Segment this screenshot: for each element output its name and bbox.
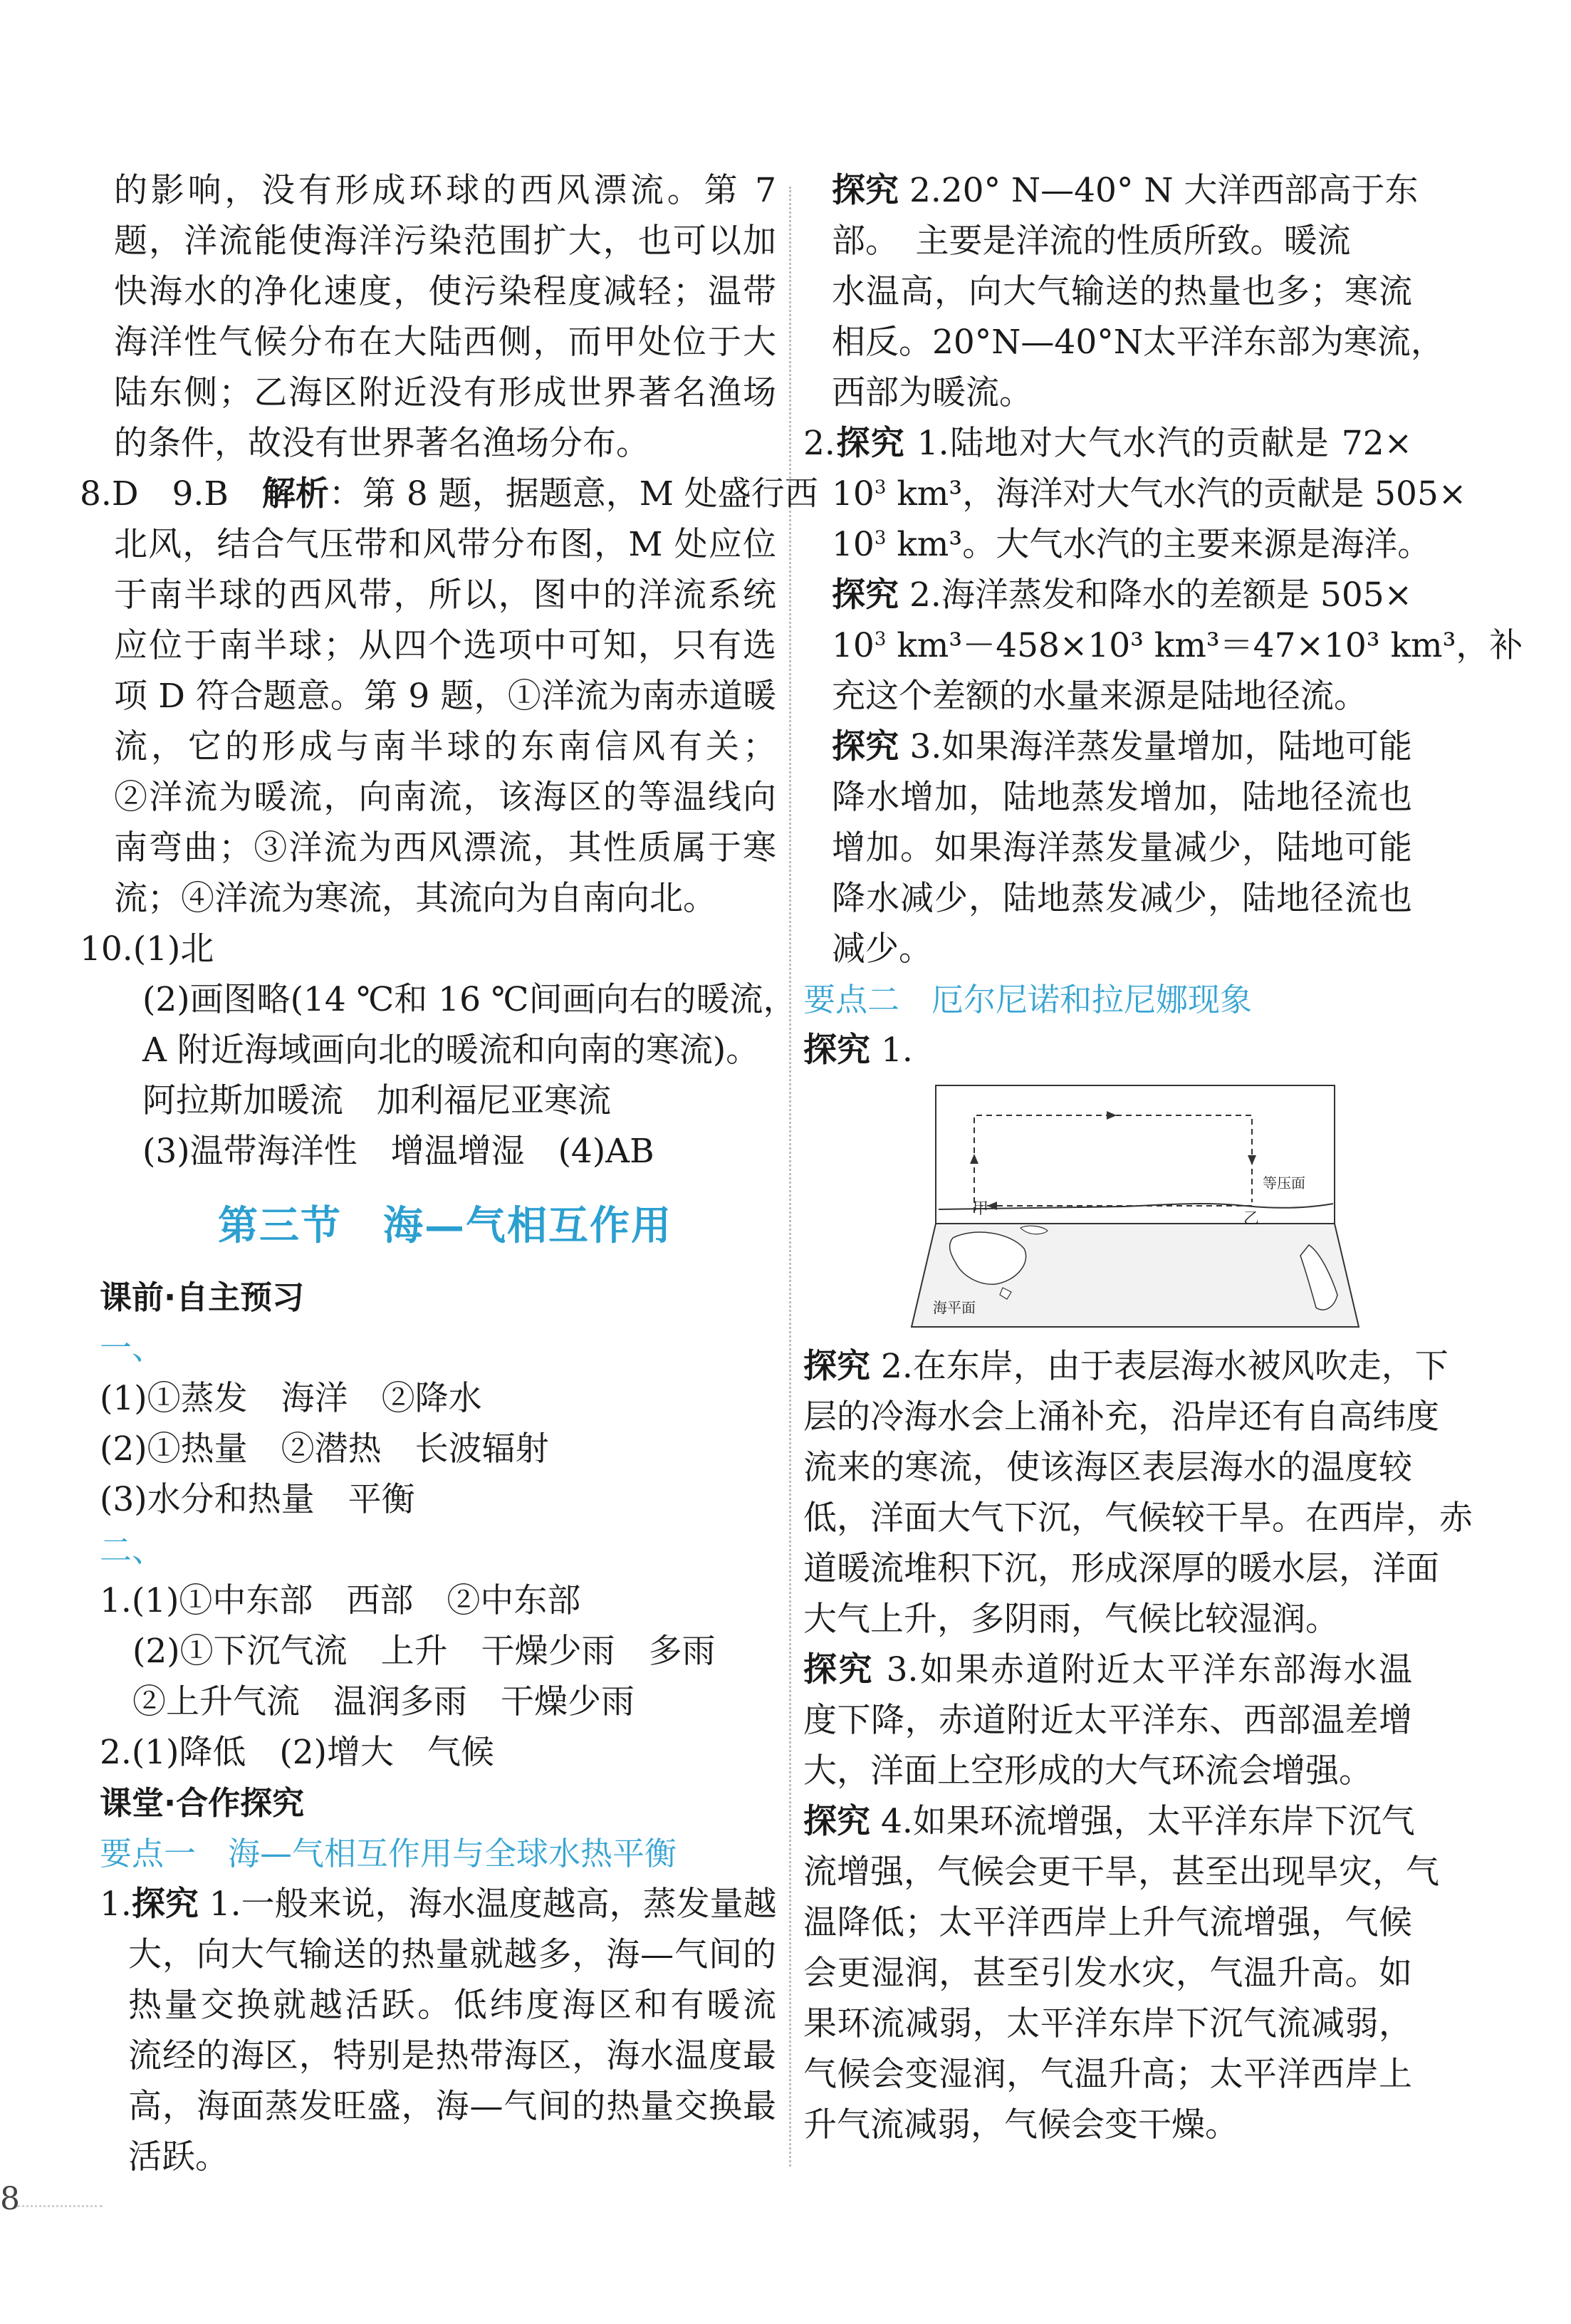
- answer-8-9-first-line: 8.D 9.B 解析：第 8 题，据题意，M 处盛行西: [80, 474, 818, 514]
- text-line: $10^3$ km³。大气水汽的主要来源是海洋。: [832, 525, 1431, 564]
- explore-2-3-first-line: 探究 3.如果海洋蒸发量增加，陆地可能: [832, 727, 1412, 766]
- text-line: A 附近海域画向北的暖流和向南的寒流)。: [142, 1031, 760, 1070]
- text-line: 增加。如果海洋蒸发量减少，陆地可能: [832, 828, 1412, 867]
- text-line: 热量交换就越活跃。低纬度海区和有暖流: [128, 1986, 776, 2025]
- text-line: $10^3$ km³，海洋对大气水汽的贡献是 505×: [832, 474, 1467, 514]
- text-line: 流经的海区，特别是热带海区，海水温度最: [128, 2036, 776, 2075]
- text-line: 的影响，没有形成环球的西风漂流。第 7: [114, 171, 776, 210]
- explore-2-1-first-line: 2.探究 1.陆地对大气水汽的贡献是 72×: [803, 424, 1412, 463]
- answer-8-9: [80, 469, 818, 924]
- text-line: 降水增加，陆地蒸发增加，陆地径流也: [832, 778, 1412, 817]
- text-line: 升气流减弱，气候会变干燥。: [803, 2105, 1238, 2145]
- text-line: 流增强，气候会更干旱，甚至出现旱灾，气: [803, 1853, 1439, 1892]
- text-line: (2)①下沉气流 上升 干燥少雨 多雨: [132, 1632, 716, 1671]
- sea-level-label: 海平面: [933, 1299, 976, 1316]
- key-point-two: 要点二 厄尔尼诺和拉尼娜现象: [803, 981, 1253, 1018]
- circulation-svg: [910, 1081, 1366, 1334]
- text-line: 西部为暖流。: [832, 373, 1033, 412]
- text-line: 低，洋面大气下沉，气候较干旱。在西岸，赤: [803, 1499, 1473, 1538]
- text-line: 项 D 符合题意。第 9 题，①洋流为南赤道暖: [114, 677, 776, 716]
- text-line: 阿拉斯加暖流 加利福尼亚寒流: [142, 1081, 611, 1120]
- explore-1-2-first-line: 探究 2.20° N—40° N 大洋西部高于东: [832, 171, 1419, 210]
- answer-7-continued: [114, 165, 776, 469]
- text-line: 大，向大气输送的热量就越多，海—气间的: [128, 1935, 776, 1974]
- text-line: (3)温带海洋性 增温增湿 (4)AB: [142, 1132, 654, 1171]
- text-line: 陆东侧；乙海区附近没有形成世界著名渔场: [114, 373, 776, 412]
- text-line: 10.(1)北: [80, 929, 214, 969]
- page-number-dots: [17, 2205, 103, 2207]
- text-line: 气候会变湿润，气温升高；太平洋西岸上: [803, 2055, 1412, 2094]
- text-line: (2)画图略(14 ℃和 16 ℃间画向右的暖流，: [142, 980, 797, 1019]
- text-line: 充这个差额的水量来源是陆地径流。: [832, 677, 1367, 716]
- text-line: 应位于南半球；从四个选项中可知，只有选: [114, 626, 776, 665]
- text-line: 题，洋流能使海洋污染范围扩大，也可以加: [114, 222, 776, 261]
- text-line: 流来的寒流，使该海区表层海水的温度较: [803, 1448, 1412, 1487]
- text-line: $10^3$ km³－458×10³ km³＝47×10³ km³，补: [832, 626, 1523, 665]
- text-line: 会更湿润，甚至引发水灾，气温升高。如: [803, 1954, 1412, 1993]
- walker-circulation-diagram: [910, 1081, 1366, 1334]
- key-point-one: 要点一 海—气相互作用与全球水热平衡: [100, 1835, 677, 1872]
- text-line: ②洋流为暖流，向南流，该海区的等温线向: [114, 778, 776, 817]
- explore-p2-3-first-line: 探究 3.如果赤道附近太平洋东部海水温: [803, 1650, 1412, 1689]
- text-line: (3)水分和热量 平衡: [100, 1480, 415, 1519]
- text-line: 于南半球的西风带，所以，图中的洋流系统: [114, 575, 776, 615]
- text-line: 减少。: [832, 929, 932, 969]
- isobar-label: 等压面: [1263, 1174, 1305, 1192]
- text-line: 流；④洋流为寒流，其流向为自南向北。: [114, 879, 716, 918]
- right-column: [803, 165, 1523, 2150]
- text-line: 的条件，故没有世界著名渔场分布。: [114, 424, 649, 463]
- text-line: (1)①蒸发 海洋 ②降水: [100, 1379, 482, 1418]
- explore-2-2-first-line: 探究 2.海洋蒸发和降水的差额是 505×: [832, 575, 1413, 615]
- explore-1-first-line: 1.探究 1.一般来说，海水温度越高，蒸发量越: [100, 1885, 777, 1924]
- point-yi-label: 乙: [1243, 1210, 1260, 1228]
- text-line: 北风，结合气压带和风带分布图，M 处应位: [114, 525, 776, 564]
- text-line: ②上升气流 温润多雨 干燥少雨: [132, 1682, 635, 1721]
- in-class-heading: 课堂·合作探究: [100, 1784, 305, 1822]
- text-line: 层的冷海水会上涌补充，沿岸还有自高纬度: [803, 1397, 1439, 1437]
- page-number: 8: [0, 2181, 20, 2217]
- explore-p2-2-first-line: 探究 2.在东岸，由于表层海水被风吹走，下: [803, 1347, 1449, 1386]
- text-line: 海洋性气候分布在大陆西侧，而甲处位于大: [114, 323, 776, 362]
- text-line: 大气上升，多阴雨，气候比较湿润。: [803, 1600, 1339, 1639]
- text-line: 快海水的净化速度，使污染程度减轻；温带: [114, 272, 776, 311]
- text-line: (2)①热量 ②潜热 长波辐射: [100, 1429, 549, 1469]
- text-line: 南弯曲；③洋流为西风漂流，其性质属于寒: [114, 828, 776, 867]
- text-line: 降水减少，陆地蒸发减少，陆地径流也: [832, 879, 1412, 918]
- text-line: 相反。20°N—40°N太平洋东部为寒流，: [832, 323, 1444, 362]
- part-one-label: 一、: [100, 1329, 165, 1367]
- part-two-label: 二、: [100, 1531, 165, 1569]
- text-line: 道暖流堆积下沉，形成深厚的暖水层，洋面: [803, 1549, 1439, 1588]
- text-line: 流，它的形成与南半球的东南信风有关；: [114, 727, 776, 766]
- text-line: 大，洋面上空形成的大气环流会增强。: [803, 1751, 1372, 1791]
- text-line: 水温高，向大气输送的热量也多；寒流: [832, 272, 1412, 311]
- section-title: 第三节 海—气相互作用: [218, 1202, 672, 1249]
- text-line: 部。 主要是洋流的性质所致。暖流: [832, 222, 1351, 261]
- explore-p2-4-first-line: 探究 4.如果环流增强，太平洋东岸下沉气: [803, 1802, 1415, 1841]
- text-line: 活跃。: [128, 2137, 229, 2177]
- point-jia-label: 甲: [973, 1200, 989, 1218]
- back-panel: [936, 1085, 1335, 1235]
- text-line: 度下降，赤道附近太平洋东、西部温差增: [803, 1701, 1412, 1740]
- text-line: 温降低；太平洋西岸上升气流增强，气候: [803, 1903, 1412, 1942]
- explore-p2-1: 探究 1.: [803, 1031, 913, 1070]
- left-column: [80, 165, 818, 2182]
- answer-10: [80, 924, 797, 1177]
- text-line: 2.(1)降低 (2)增大 气候: [100, 1733, 494, 1772]
- text-line: 高，海面蒸发旺盛，海—气间的热量交换最: [128, 2087, 776, 2126]
- text-line: 果环流减弱，太平洋东岸下沉气流减弱，: [803, 2004, 1412, 2043]
- text-line: 1.(1)①中东部 西部 ②中东部: [100, 1581, 581, 1620]
- pre-class-heading: 课前·自主预习: [100, 1278, 305, 1316]
